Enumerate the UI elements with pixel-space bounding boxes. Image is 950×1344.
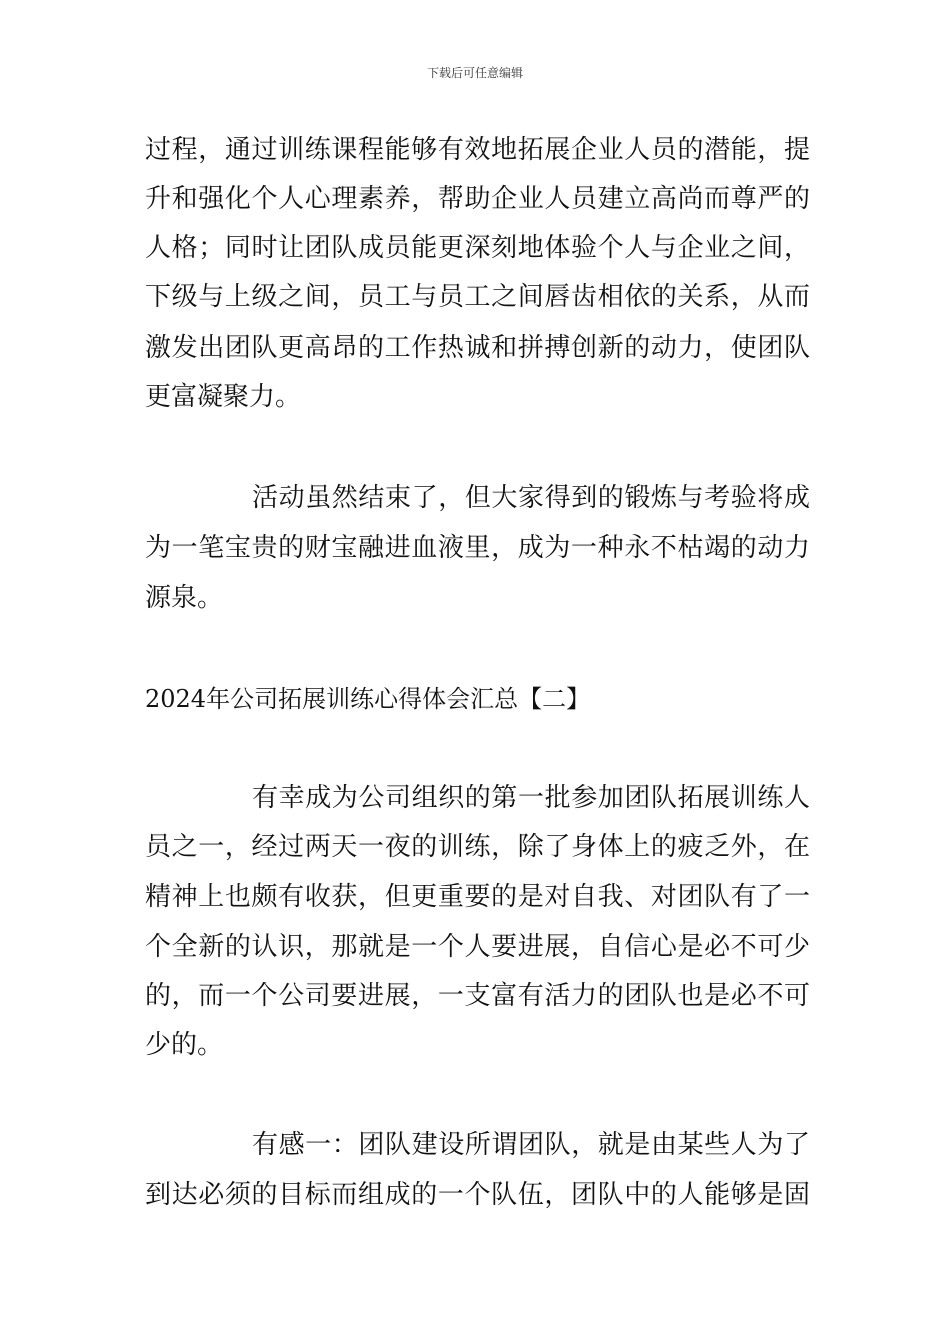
- paragraph-3-line: 的，而一个公司要进展，一支富有活力的团队也是必不可: [145, 981, 810, 1011]
- paragraph-2-line: 源泉。: [145, 583, 224, 613]
- paragraph-1-line: 激发出团队更高昂的工作热诚和拼搏创新的动力，使团队: [145, 333, 810, 363]
- paragraph-1-line: 人格；同时让团队成员能更深刻地体验个人与企业之间，: [145, 233, 810, 263]
- paragraph-2-line: 活动虽然结束了，但大家得到的锻炼与考验将成: [252, 483, 810, 513]
- paragraph-4-line: 有感一：团队建设所谓团队，就是由某些人为了: [252, 1130, 810, 1160]
- paragraph-3-line: 少的。: [145, 1030, 224, 1060]
- paragraph-1-line: 更富凝聚力。: [145, 382, 302, 412]
- paragraph-4-line: 到达必须的目标而组成的一个队伍，团队中的人能够是固: [145, 1180, 810, 1210]
- page-header: 下载后可任意编辑: [426, 66, 523, 80]
- paragraph-3-line: 精神上也颇有收获，但更重要的是对自我、对团队有了一: [145, 882, 810, 912]
- paragraph-3-line: 员之一，经过两天一夜的训练，除了身体上的疲乏外，在: [145, 832, 810, 862]
- paragraph-2-line: 为一笔宝贵的财宝融进血液里，成为一种永不枯竭的动力: [145, 533, 810, 563]
- paragraph-3-line: 有幸成为公司组织的第一批参加团队拓展训练人: [252, 783, 810, 813]
- paragraph-3-line: 个全新的认识，那就是一个人要进展，自信心是必不可少: [145, 932, 810, 962]
- paragraph-1-line: 下级与上级之间，员工与员工之间唇齿相依的关系，从而: [145, 282, 810, 312]
- paragraph-1-line: 升和强化个人心理素养，帮助企业人员建立高尚而尊严的: [145, 184, 810, 214]
- paragraph-1-line: 过程，通过训练课程能够有效地拓展企业人员的潜能，提: [145, 135, 810, 165]
- section-heading: 2024年公司拓展训练心得体会汇总【二】: [145, 685, 591, 713]
